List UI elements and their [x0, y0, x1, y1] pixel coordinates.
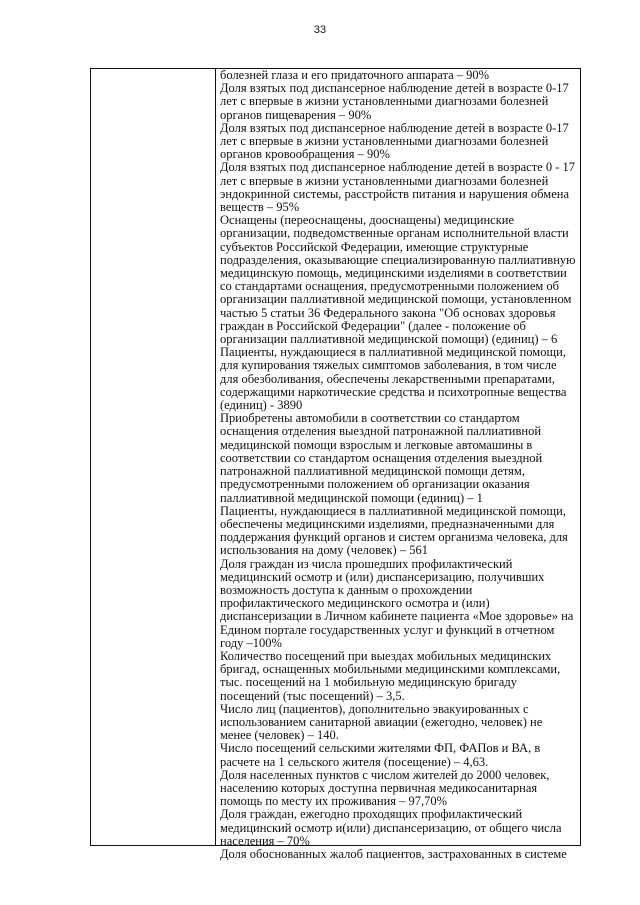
table-right-column	[217, 68, 580, 861]
indicator-paragraph: Число лиц (пациентов), дополнительно эвакуированных с использованием санитарной авиации (ежегодно, человек) не менее (человек) – 140.	[220, 701, 543, 743]
indicator-paragraph: болезней глаза и его придаточного аппарата – 90%	[220, 68, 490, 82]
content-table	[90, 68, 581, 861]
indicator-paragraph: Оснащены (переоснащены, дооснащены) медицинские организации, подведомственные органам исполнительной власти субъектов Российской Федерации, имеющие структурные подразделения, оказывающие специализированную паллиативную медицинскую помощь, медицинскими изделиями в соответствии со стандартами оснащения, предусмотренными положением об организации паллиативной медицинской помощи, установленном частью 5 статьи 36 Федерального закона "Об основах здоровья граждан в Российской Федерации" (далее - положение об организации паллиативной медицинской помощи) (единиц) – 6	[220, 213, 576, 347]
indicator-paragraph: Доля граждан из числа прошедших профилактический медицинский осмотр и (или) диспансеризацию, получивших возможность доступа к данным о прохождении профилактического медицинского осмотра и (или) диспансеризации в Личном кабинете пациента «Мое здоровье» на Едином портале государственных услуг и функций в отчетном году –100%	[220, 556, 574, 650]
indicator-paragraph: Пациенты, нуждающиеся в паллиативной медицинской помощи, для купирования тяжелых симптомов заболевания, в том числе для обезболивания, обеспечены лекарственными препаратами, содержащими наркотические средства и психотропные вещества (единиц) - 3890	[220, 345, 567, 413]
indicator-paragraph: Доля взятых под диспансерное наблюдение детей в возрасте 0 - 17 лет с впервые в жизни установленными диагнозами болезней эндокринной системы, расстройств питания и нарушения обмена веществ – 95%	[220, 160, 575, 215]
table-left-column	[91, 69, 216, 845]
indicator-paragraph: Число посещений сельскими жителями ФП, ФАПов и ВА, в расчете на 1 сельского жителя (посещение) – 4,63.	[220, 741, 541, 769]
indicator-paragraph: Пациенты, нуждающиеся в паллиативной медицинской помощи, обеспечены медицинскими изделиями, предназначенными для поддержания функций органов и систем организма человека, для использования на дому (человек) – 561	[220, 503, 568, 558]
indicator-paragraph: Доля граждан, ежегодно проходящих профилактический медицинский осмотр и(или) диспансеризацию, от общего числа населения – 70%	[220, 807, 562, 848]
indicator-paragraph: Доля обоснованных жалоб пациентов, застрахованных в системе	[220, 846, 567, 861]
indicator-paragraph: Доля взятых под диспансерное наблюдение детей в возрасте 0-17 лет с впервые в жизни установленными диагнозами болезней органов пищеварения – 90%	[220, 81, 569, 122]
indicator-paragraph: Доля населенных пунктов с числом жителей до 2000 человек, населению которых доступна первичная медикосанитарная помощь по месту их проживания – 97,70%	[220, 767, 550, 809]
indicator-paragraph: Приобретены автомобили в соответствии со стандартом оснащения отделения выездной патронажной паллиативной медицинской помощи взрослым и легковые автомашины в соответствии со стандартом оснащения отделения выездной патронажной паллиативной медицинской помощи детям, предусмотренными положением об организации оказания паллиативной медицинской помощи (единиц) – 1	[220, 411, 543, 505]
indicator-paragraph: Доля взятых под диспансерное наблюдение детей в возрасте 0-17 лет с впервые в жизни установленными диагнозами болезней органов кровообращения – 90%	[220, 120, 569, 162]
page-number: 33	[313, 24, 327, 36]
indicator-paragraph: Количество посещений при выездах мобильных медицинских бригад, оснащенных мобильными медицинскими комплексами, тыс. посещений на 1 мобильную медицинскую бригаду посещений (тыс посещений) – 3,5.	[220, 648, 561, 703]
